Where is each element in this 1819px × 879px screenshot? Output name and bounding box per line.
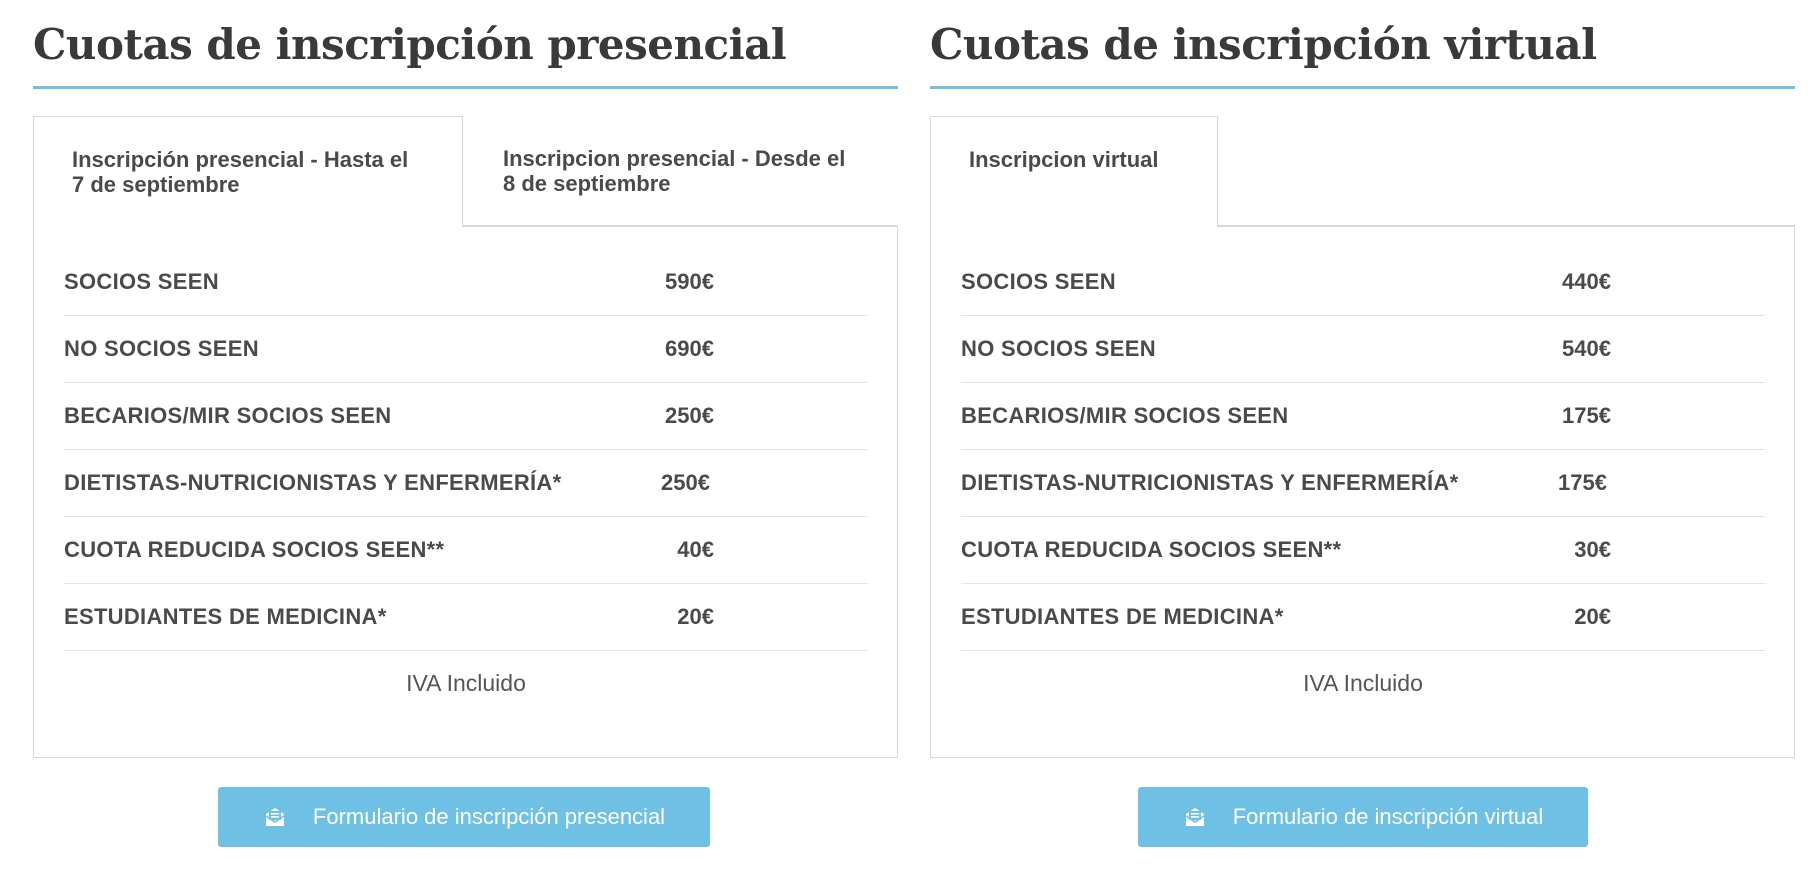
virtual-tabs [930,116,1795,758]
row-price: 30€ [1574,537,1611,562]
virtual-price-table [961,249,1765,651]
tab-virtual[interactable] [930,116,1218,227]
row-label: ESTUDIANTES DE MEDICINA* [64,604,387,629]
row-label: CUOTA REDUCIDA SOCIOS SEEN** [961,537,1342,562]
table-row [961,249,1765,316]
row-label: BECARIOS/MIR SOCIOS SEEN [64,403,392,428]
presencial-iva-note: IVA Incluido [406,670,526,696]
table-row [961,316,1765,383]
row-label: DIETISTAS-NUTRICIONISTAS Y ENFERMERÍA* [64,470,562,495]
presencial-tabs [33,116,898,758]
row-price: 590€ [665,269,714,294]
tab-presencial-desde-8-septiembre[interactable] [463,116,898,226]
row-label: NO SOCIOS SEEN [961,336,1156,361]
row-price: 20€ [1574,604,1611,629]
virtual-title: Cuotas de inscripción virtual [930,20,1597,69]
presencial-title-rule [33,86,898,89]
presencial-price-table [64,249,868,651]
presencial-title: Cuotas de inscripción presencial [33,20,787,69]
row-label: SOCIOS SEEN [961,269,1116,294]
presencial-price-panel [33,226,898,758]
tab-label: Inscripcion virtual [969,147,1159,172]
envelope-open-icon [263,805,287,829]
table-row [64,517,868,584]
tab-label: Inscripcion presencial - Desde el 8 de septiembre [503,146,846,196]
table-row [961,584,1765,651]
row-price: 440€ [1562,269,1611,294]
table-row [64,450,868,517]
button-label: Formulario de inscripción presencial [312,804,666,829]
tab-strip-spacer [1218,116,1795,226]
table-row [961,383,1765,450]
row-price: 175€ [1562,403,1611,428]
button-label: Formulario de inscripción virtual [1232,804,1544,829]
virtual-price-panel [930,226,1795,758]
virtual-title-rule [930,86,1795,89]
table-row [961,517,1765,584]
virtual-iva-note: IVA Incluido [1303,670,1423,696]
virtual-registration-form-button[interactable] [1138,787,1588,847]
presencial-registration-form-button[interactable] [218,787,710,847]
row-label: NO SOCIOS SEEN [64,336,259,361]
row-label: DIETISTAS-NUTRICIONISTAS Y ENFERMERÍA* [961,470,1459,495]
row-price: 540€ [1562,336,1611,361]
envelope-open-icon [1183,805,1207,829]
table-row [64,316,868,383]
row-label: SOCIOS SEEN [64,269,219,294]
row-label: BECARIOS/MIR SOCIOS SEEN [961,403,1289,428]
table-row [64,584,868,651]
row-price: 250€ [665,403,714,428]
table-row [64,249,868,316]
row-price: 20€ [677,604,714,629]
row-price: 175€ [1558,470,1607,495]
row-price: 690€ [665,336,714,361]
tab-presencial-hasta-7-septiembre[interactable] [33,116,463,227]
table-row [64,383,868,450]
row-price: 40€ [677,537,714,562]
tab-label: Inscripción presencial - Hasta el 7 de septiembre [72,147,409,197]
table-row [961,450,1765,517]
row-label: CUOTA REDUCIDA SOCIOS SEEN** [64,537,445,562]
row-label: ESTUDIANTES DE MEDICINA* [961,604,1284,629]
row-price: 250€ [661,470,710,495]
